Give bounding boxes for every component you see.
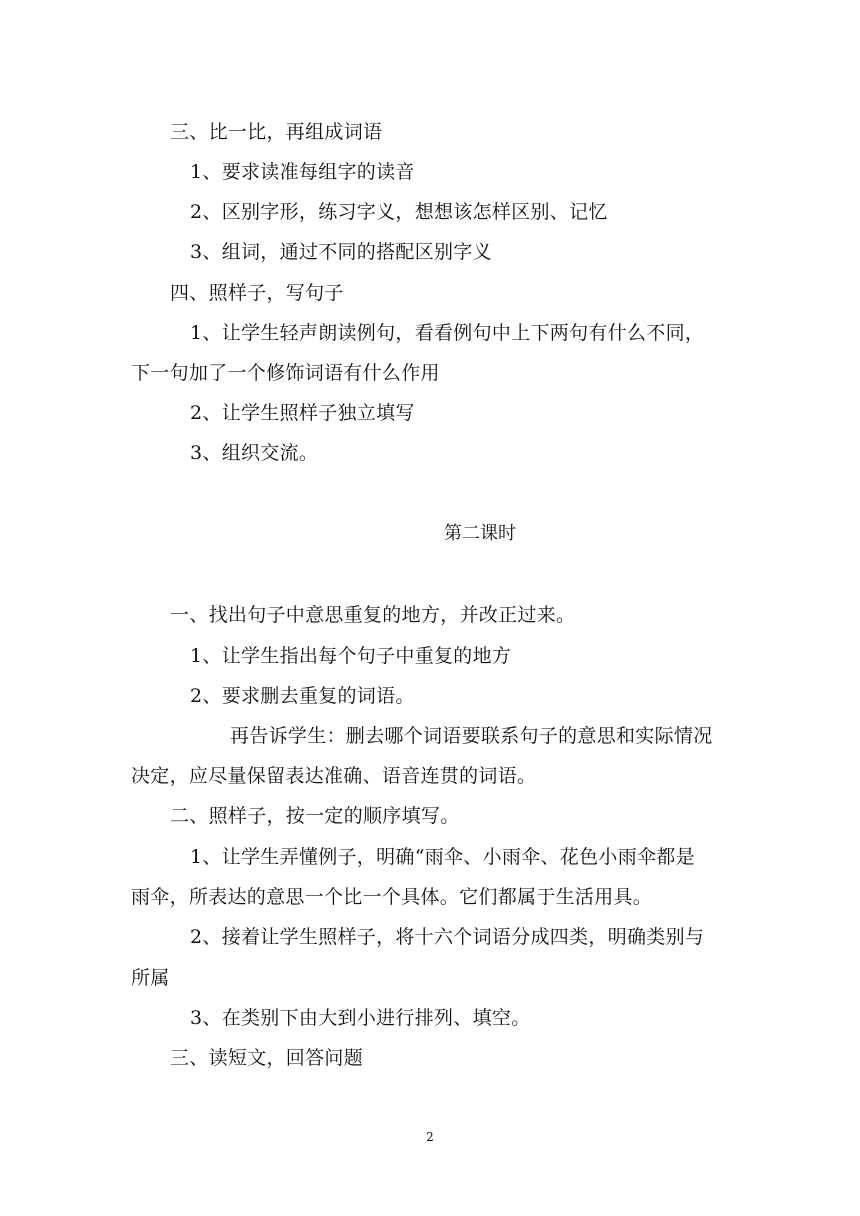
list-item-line: 2、接着让学生照样子，将十六个词语分成四类，明确类别与 — [190, 926, 705, 948]
list-item-continuation: 雨伞，所表达的意思一个比一个具体。它们都属于生活用具。 — [131, 886, 653, 908]
note-line: 再告诉学生：删去哪个词语要联系句子的意思和实际情况 — [230, 725, 713, 747]
heading-read-passage: 三、读短文，回答问题 — [170, 1047, 364, 1069]
list-item: 3、在类别下由大到小进行排列、填空。 — [190, 1007, 531, 1029]
list-item: 2、要求删去重复的词语。 — [190, 685, 415, 707]
heading-write-sentences: 四、照样子，写句子 — [170, 282, 344, 304]
list-item: 1、让学生指出每个句子中重复的地方 — [190, 645, 512, 667]
list-item: 2、让学生照样子独立填写 — [190, 402, 415, 424]
heading-fill-in-order: 二、照样子，按一定的顺序填写。 — [170, 805, 460, 827]
list-item: 3、组词，通过不同的搭配区别字义 — [190, 241, 492, 263]
page-number: 2 — [426, 1130, 434, 1144]
note-continuation: 决定，应尽量保留表达准确、语音连贯的词语。 — [131, 765, 537, 787]
list-item-continuation: 下一句加了一个修饰词语有什么作用 — [131, 362, 440, 384]
list-item-continuation: 所属 — [131, 967, 170, 989]
list-item-line: 1、让学生弄懂例子，明确“雨伞、小雨伞、花色小雨伞都是 — [190, 846, 695, 868]
list-item: 3、组织交流。 — [190, 442, 319, 464]
lesson-title: 第二课时 — [444, 523, 516, 544]
list-item: 1、要求读准每组字的读音 — [190, 161, 415, 183]
list-item-line: 1、让学生轻声朗读例句，看看例句中上下两句有什么不同， — [190, 322, 705, 344]
heading-find-repetition: 一、找出句子中意思重复的地方，并改正过来。 — [170, 604, 576, 626]
heading-compare-and-form-words: 三、比一比，再组成词语 — [170, 121, 383, 143]
list-item: 2、区别字形，练习字义，想想该怎样区别、记忆 — [190, 201, 608, 223]
